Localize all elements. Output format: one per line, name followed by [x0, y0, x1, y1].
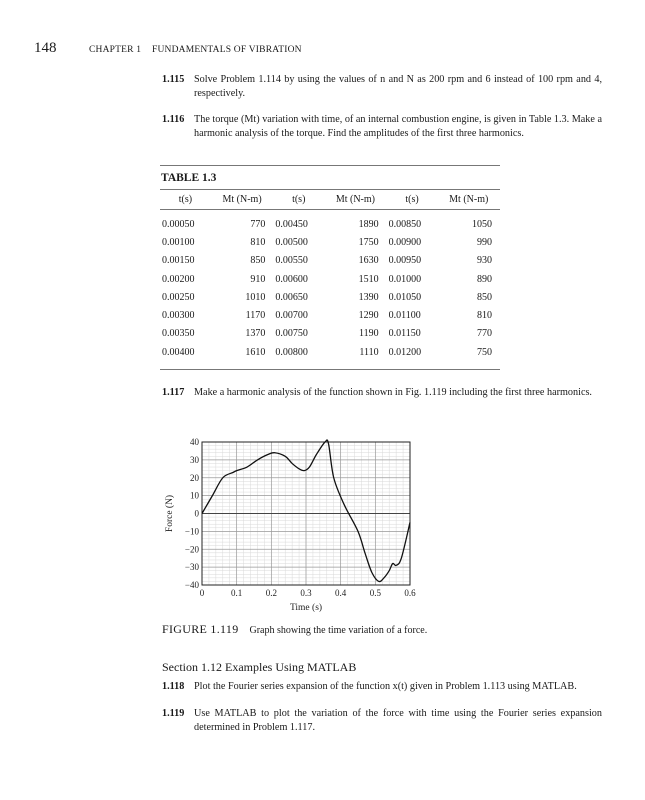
table-cell: 0.00300 [162, 310, 195, 322]
table-cell: 0.00250 [162, 291, 195, 303]
problem-1-116 [162, 113, 602, 140]
table-cell: 0.00650 [275, 291, 308, 303]
table-cell: 1010 [245, 291, 266, 303]
table-cell: 930 [477, 255, 492, 267]
table-cell: 0.00050 [162, 218, 195, 230]
table-cell: 0.00400 [162, 346, 195, 358]
y-tick-label: −20 [184, 544, 199, 555]
y-tick-label: −10 [184, 526, 199, 537]
table-bottom-rule [160, 361, 500, 370]
x-tick-label: 0.2 [265, 588, 277, 598]
y-tick-label: −40 [184, 580, 199, 590]
problem-1-117 [162, 386, 602, 400]
x-tick-label: 0.6 [404, 588, 416, 598]
table-cell: 0.00950 [388, 255, 422, 267]
x-tick-label: 0.5 [369, 588, 381, 598]
column-header-1: Mt (N-m) [211, 190, 273, 210]
problem-number: 1.115 [162, 74, 185, 85]
page-header [34, 40, 614, 60]
y-tick-label: 0 [194, 508, 199, 519]
table-cell: 0.00800 [275, 346, 308, 358]
table-cell: 1630 [358, 255, 379, 267]
problem-1-115 [162, 73, 602, 100]
figure-caption [162, 622, 427, 637]
problem-text: Plot the Fourier series expansion of the function x(t) given in Problem 1.113 using MATLAB. [194, 681, 577, 692]
problem-text: Make a harmonic analysis of the function shown in Fig. 1.119 including the first three harmonics. [194, 387, 592, 398]
column-header-4: t(s) [387, 190, 438, 210]
table-cell: 1170 [245, 310, 266, 322]
torque-table [160, 189, 500, 370]
table-cell: 1290 [358, 310, 379, 322]
problem-number: 1.118 [162, 681, 185, 692]
y-tick-label: 30 [190, 454, 199, 465]
y-tick-label: 10 [190, 490, 199, 501]
x-tick-label: 0.1 [231, 588, 243, 598]
table-cell: 0.01000 [388, 273, 422, 285]
table-cell: 990 [477, 236, 492, 248]
problem-text: Solve Problem 1.114 by using the values of n and N as 200 rpm and 6 instead of 100 rpm and 4, respectively. [194, 74, 602, 99]
table-1-3 [160, 165, 500, 370]
y-axis-label: Force (N) [165, 494, 175, 533]
table-cell: 810 [250, 236, 266, 248]
table-cell: 0.00550 [275, 255, 308, 267]
table-cell: 0.01100 [388, 310, 421, 322]
table-cell: 0.01200 [388, 346, 422, 358]
table-row [160, 270, 500, 288]
table-cell: 750 [477, 346, 492, 358]
table-row [160, 210, 500, 234]
figure-label: FIGURE 1.119 [162, 622, 239, 636]
problem-1-119 [162, 707, 602, 734]
column-header-3: Mt (N-m) [324, 190, 386, 210]
table-cell: 0.00150 [162, 255, 195, 267]
table-cell: 850 [477, 291, 492, 303]
table-cell: 1890 [358, 218, 379, 230]
table-cell: 810 [477, 310, 492, 322]
problem-number: 1.117 [162, 387, 185, 398]
table-cell: 1510 [358, 273, 379, 285]
y-tick-label: 40 [190, 437, 199, 447]
table-cell: 1050 [472, 218, 492, 230]
problem-text: Use MATLAB to plot the variation of the force with time using the Fourier series expansion determined in Problem 1.117. [194, 708, 602, 733]
table-cell: 0.00850 [388, 218, 422, 230]
problem-number: 1.119 [162, 708, 185, 719]
table-cell: 0.01050 [388, 291, 422, 303]
problem-text: The torque (Mt) variation with time, of an internal combustion engine, is given in Table 1.3. Make a harmonic analysis of the torque. Find the amplitudes of the first three harmonics. [194, 114, 602, 139]
table-row [160, 252, 500, 270]
x-tick-label: 0.3 [300, 588, 312, 598]
table-cell: 0.00100 [162, 236, 195, 248]
table-title: TABLE 1.3 [161, 172, 217, 184]
problem-number: 1.116 [162, 114, 185, 125]
table-body [160, 210, 500, 362]
table-cell: 0.00700 [275, 310, 308, 322]
problem-1-118 [162, 680, 602, 694]
table-row [160, 233, 500, 251]
x-tick-label: 0 [199, 588, 205, 598]
page-number: 148 [34, 40, 57, 56]
table-cell: 1110 [359, 346, 379, 358]
table-row [160, 288, 500, 306]
figure-1-119 [160, 435, 430, 615]
table-row [160, 325, 500, 343]
table-header-row [160, 190, 500, 210]
table-cell: 910 [250, 273, 266, 285]
table-cell: 0.00450 [275, 218, 308, 230]
table-cell: 0.01150 [388, 328, 421, 340]
table-cell: 1610 [245, 346, 266, 358]
table-cell: 0.00500 [275, 236, 308, 248]
table-cell: 0.00750 [275, 328, 308, 340]
chapter-label: CHAPTER 1 [89, 45, 142, 55]
table-cell: 0.00350 [162, 328, 195, 340]
table-cell: 0.00600 [275, 273, 308, 285]
x-axis-label: Time (s) [289, 603, 323, 613]
y-tick-label: 20 [190, 472, 199, 483]
table-cell: 770 [477, 328, 492, 340]
table-row [160, 343, 500, 361]
column-header-5: Mt (N-m) [438, 190, 501, 210]
y-tick-label: −30 [184, 562, 199, 573]
table-cell: 0.00900 [388, 236, 422, 248]
table-cell: 1390 [358, 291, 379, 303]
table-cell: 0.00200 [162, 273, 195, 285]
table-cell: 1370 [245, 328, 266, 340]
section-heading: Section 1.12 Examples Using MATLAB [162, 660, 357, 674]
table-cell: 1750 [358, 236, 379, 248]
table-cell: 890 [477, 273, 492, 285]
figure-caption-text: Graph showing the time variation of a force. [249, 625, 428, 636]
table-cell: 1190 [358, 328, 379, 340]
table-cell: 770 [250, 218, 266, 230]
x-tick-label: 0.4 [335, 588, 347, 598]
table-row [160, 306, 500, 324]
column-header-0: t(s) [160, 190, 211, 210]
force-time-chart [160, 435, 430, 615]
chapter-title: FUNDAMENTALS OF VIBRATION [152, 45, 302, 55]
column-header-2: t(s) [273, 190, 324, 210]
table-cell: 850 [250, 255, 266, 267]
